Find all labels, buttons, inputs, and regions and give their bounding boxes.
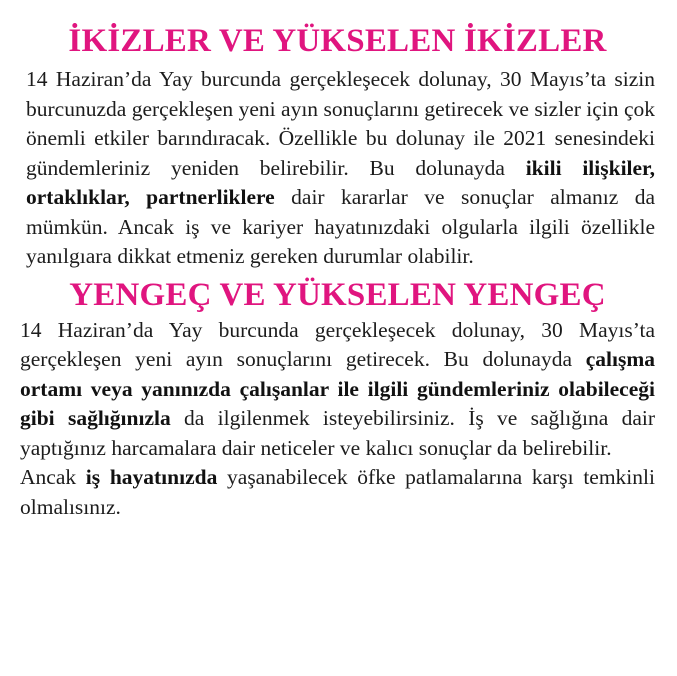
cancer-text-start: 14 Haziran’da Yay burcunda gerçekleşecek dolunay, 30 Mayıs’ta gerçekleşen yeni ayın sonuçlarını getirecek. Bu dolunayda (20, 317, 655, 371)
gemini-bold-relationships: ikili ilişkiler, ortaklıklar, partnerliklere (26, 155, 656, 209)
cancer-bold-work-life: iş hayatınızda (85, 465, 218, 489)
gemini-text-end: dair kararlar ve sonuçlar almanız da mümkün. Ancak iş ve kariyer hayatınızdaki olgularla ilgili özellikle yanılgıara dikkat etmeniz gereken durumlar olabilir. (26, 185, 655, 268)
cancer-paragraph-2 (20, 463, 655, 522)
cancer-text-end: da ilgilenmek isteyebilirsiniz. İş ve sağlığına dair yaptığınız harcamalara dair neticeler ve kalıcı sonuçlar da belirebilir. (20, 406, 656, 460)
gemini-paragraph (20, 65, 655, 272)
section-title-cancer: YENGEÇ VE YÜKSELEN YENGEÇ (69, 276, 606, 313)
gemini-text-start: 14 Haziran’da Yay burcunda gerçekleşecek dolunay, 30 Mayıs’ta sizin burcunuzda gerçekleşen yeni ayın sonuçlarını getirecek ve sizler için çok önemli etkiler barındıracak. Özellikle bu dolunay ile 2021 senesindeki gündemleriniz yeniden belirebilir. Bu dolunayda (26, 67, 655, 180)
cancer-bold-work-health: çalışma ortamı veya yanınızda çalışanlar ile ilgili gündemleriniz olabileceği gibi sağlığınızla (20, 347, 655, 430)
section-title-gemini: İKİZLER VE YÜKSELEN İKİZLER (68, 23, 607, 59)
cancer-p2-end: yaşanabilecek öfke patlamalarına karşı temkinli olmalısınız. (20, 465, 655, 519)
cancer-paragraph-1 (20, 316, 655, 464)
cancer-p2-start: Ancak (20, 465, 86, 489)
